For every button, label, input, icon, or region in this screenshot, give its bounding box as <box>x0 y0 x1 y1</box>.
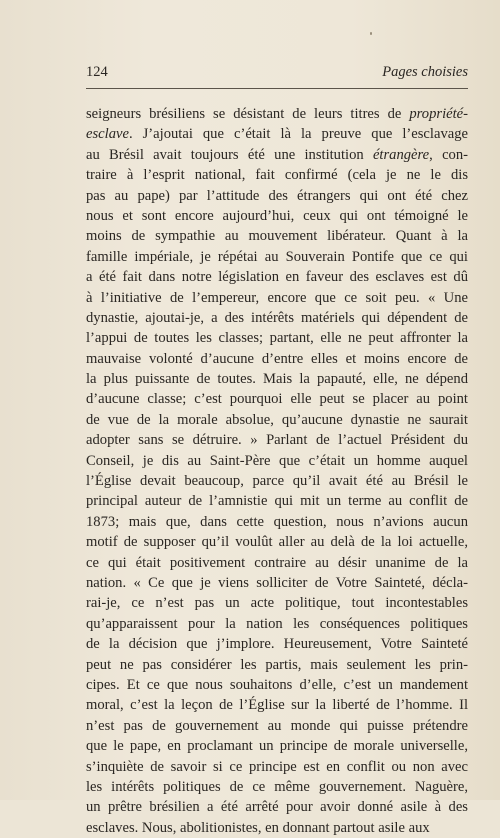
text-line: les intérêts politiques de ce même gouvernement. Naguère, <box>86 778 468 795</box>
text-line: 1873; mais que, dans cette question, nous n’avions aucun <box>86 513 468 530</box>
text-line: nation. « Ce que je viens solliciter de Votre Sainteté, décla- <box>86 574 468 591</box>
text-line: la plus puissante de toutes. Mais la papauté, elle, ne dépend <box>86 371 468 388</box>
text-line: Conseil, je dis au Saint-Père que c’était un homme auquel <box>86 452 468 469</box>
header-rule <box>86 88 468 89</box>
text-line: un prêtre brésilien a été arrêté pour avoir donné asile à des <box>86 799 468 816</box>
text-line: famille impériale, je répétai au Souverain Pontife que ce qui <box>86 248 468 265</box>
text-line: rai-je, ce n’est pas un acte politique, tout incontestables <box>86 595 468 612</box>
text-line: pas au pape) par l’attitude des étrangers qui ont été chez <box>86 187 468 204</box>
text-line: l’Église devait beaucoup, parce qu’il avait été au Brésil le <box>86 473 468 490</box>
text-line: n’est pas de gouvernement au monde qui puisse prétendre <box>86 717 468 734</box>
text-line: au Brésil avait toujours été une institution étrangère, con- <box>86 146 468 163</box>
text-line: l’appui de toutes les classes; partant, elle ne peut affronter la <box>86 330 468 347</box>
text-line: peut ne pas considérer les partis, mais seulement les prin- <box>86 656 468 673</box>
text-line: adopter sans se détruire. » Parlant de l’actuel Président du <box>86 432 468 449</box>
text-line: moins de sympathie au mouvement libérateur. Quant à la <box>86 228 468 245</box>
running-title: Pages choisies <box>382 64 468 80</box>
text-line: dynastie, ajoutai-je, a des intérêts matériels qui dépendent de <box>86 309 468 326</box>
text-line: esclaves. Nous, abolitionistes, en donnant partout asile aux <box>86 819 430 836</box>
body-text <box>86 104 468 838</box>
italic-term: esclave <box>86 126 129 143</box>
text-line: s’inquiète de savoir si ce principe est en conflit ou non avec <box>86 758 468 775</box>
text-line: de la décision que j’implore. Heureusement, Votre Sainteté <box>86 636 468 653</box>
text-line: seigneurs brésiliens se désistant de leurs titres de propriété- <box>86 106 468 122</box>
text-line: de vue de la morale absolue, qu’aucune dynastie ne saurait <box>86 411 468 428</box>
page-number: 124 <box>86 64 108 80</box>
text-line: a été fait dans notre législation en faveur des esclaves est dû <box>86 269 468 286</box>
text-line: moral, c’est la leçon de l’Église sur la liberté de l’homme. Il <box>86 697 468 714</box>
text-line: à l’initiative de l’empereur, encore que ce soit peu. « Une <box>86 289 468 306</box>
italic-term: étrangère <box>372 146 430 163</box>
text-line: cipes. Et ce que nous souhaitons d’elle, c’est un mandement <box>86 676 468 693</box>
page-header <box>86 64 468 86</box>
text-line: traire à l’esprit national, fait confirmé (cela je ne le dis <box>86 167 468 184</box>
text-line: principal auteur de l’amnistie qui mit un terme au conflit de <box>86 493 468 510</box>
text-line: ce qui était positivement contraire au désir unanime de la <box>86 554 468 571</box>
text-line: motif de supposer qu’il voulût aller au delà de la loi actuelle, <box>86 534 468 551</box>
text-line: que le pape, en proclamant un principe de morale universelle, <box>86 738 468 755</box>
text-line: esclave. J’ajoutai que c’était là la preuve que l’esclavage <box>86 126 468 143</box>
text-line: mauvaise volonté d’aucune d’entre elles et moins encore de <box>86 350 468 367</box>
text-line: qu’apparaissent pour la nation les conséquences politiques <box>86 615 468 632</box>
text-line: d’aucune classe; c’est pourquoi elle peut se placer au point <box>86 391 468 408</box>
italic-term: propriété- <box>409 106 468 122</box>
text-line: nous et sont encore aujourd’hui, ceux qui ont témoigné le <box>86 207 468 224</box>
paper-speck <box>370 32 372 35</box>
